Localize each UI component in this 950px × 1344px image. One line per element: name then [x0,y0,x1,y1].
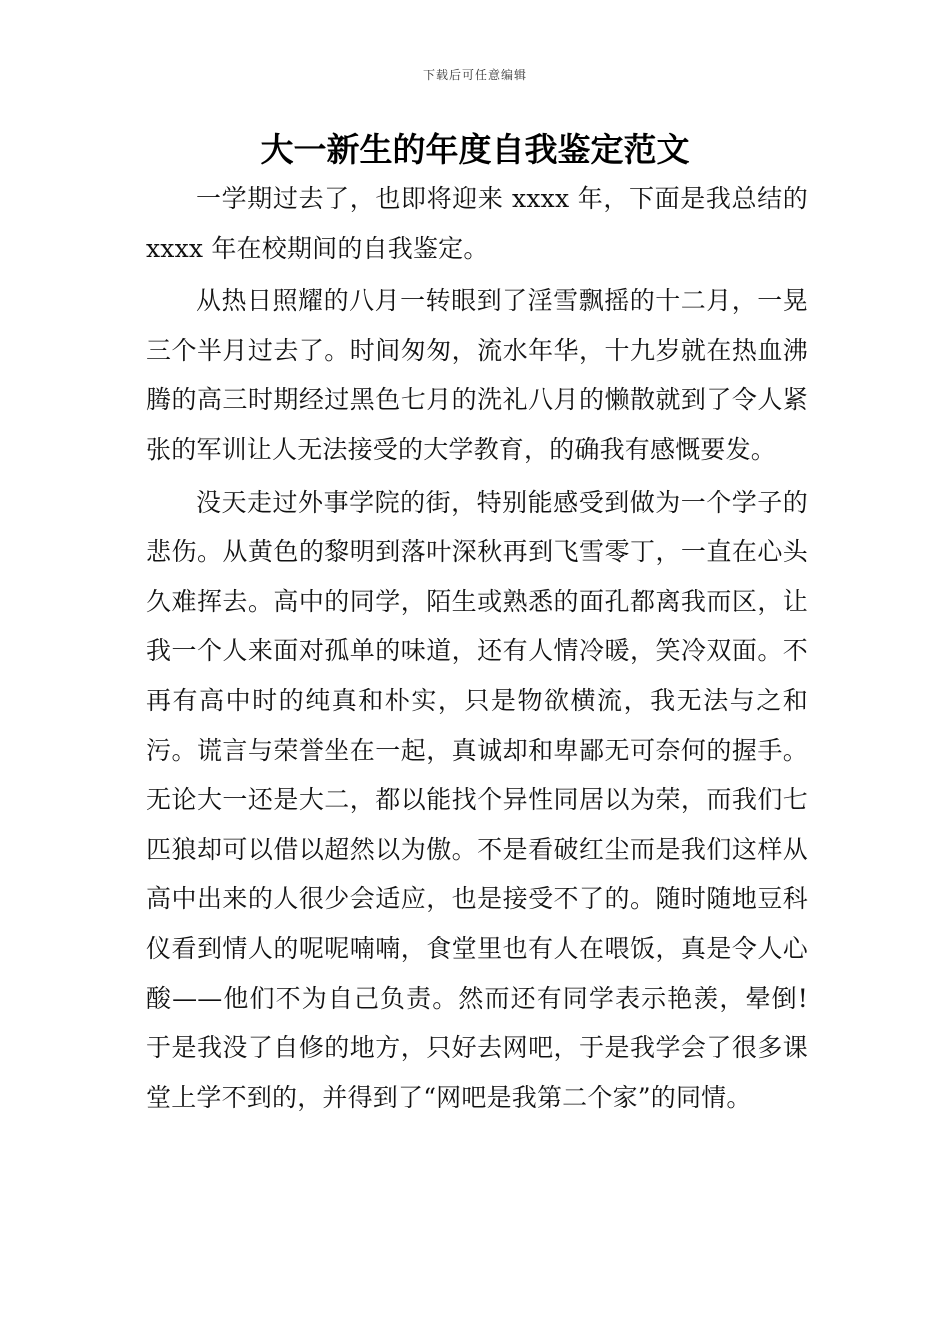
document-title: 大一新生的年度自我鉴定范文 [260,130,690,169]
header-note: 下载后可任意编辑 [422,68,527,82]
document-body [146,174,808,1122]
paragraph-2: 从热日照耀的八月一转眼到了淫雪飘摇的十二月，一晃三个半月过去了。时间匆匆，流水年华，十九岁就在热血沸腾的高三时期经过黑色七月的洗礼八月的懒散就到了令人紧张的军训让人无法接受的大学教育，的确我有感慨要发。 [146,286,808,464]
paragraph-1: 一学期过去了，也即将迎来 xxxx 年，下面是我总结的 xxxx 年在校期间的自我鉴定。 [146,184,808,263]
paragraph-3: 没天走过外事学院的街，特别能感受到做为一个学子的悲伤。从黄色的黎明到落叶深秋再到飞雪零丁，一直在心头久难挥去。高中的同学，陌生或熟悉的面孔都离我而区，让我一个人来面对孤单的味道，还有人情冷暖，笑冷双面。不再有高中时的纯真和朴实，只是物欲横流，我无法与之和污。谎言与荣誉坐在一起，真诚却和卑鄙无可奈何的握手。无论大一还是大二，都以能找个异性同居以为荣，而我们七匹狼却可以借以超然以为傲。不是看破红尘而是我们这样从高中出来的人很少会适应，也是接受不了的。随时随地豆科仪看到情人的呢呢喃喃，食堂里也有人在喂饭，真是令人心酸——他们不为自己负责。然而还有同学表示艳羡，晕倒!于是我没了自修的地方，只好去网吧，于是我学会了很多课堂上学不到的，并得到了“网吧是我第二个家”的同情。 [146,487,808,1112]
